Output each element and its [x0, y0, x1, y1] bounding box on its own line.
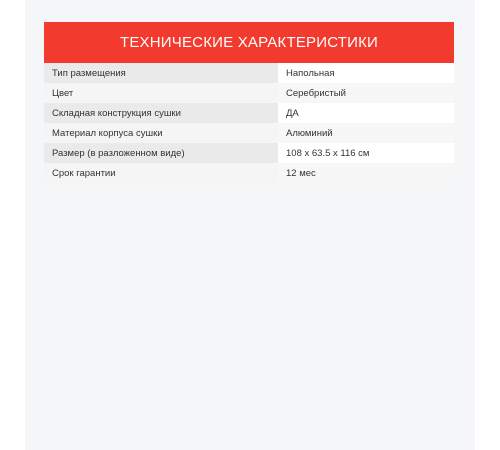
spec-label: Цвет	[44, 83, 278, 103]
specifications-panel	[44, 22, 454, 183]
spec-value: 12 мес	[278, 163, 454, 183]
spec-label: Материал корпуса сушки	[44, 123, 278, 143]
spec-label: Складная конструкция сушки	[44, 103, 278, 123]
spec-value: Серебристый	[278, 83, 454, 103]
specifications-table	[44, 63, 454, 183]
spec-value: 108 x 63.5 x 116 см	[278, 143, 454, 163]
table-row	[44, 143, 454, 163]
specifications-title: ТЕХНИЧЕСКИЕ ХАРАКТЕРИСТИКИ	[119, 34, 379, 51]
spec-value: ДА	[278, 103, 454, 123]
spec-label: Размер (в разложенном виде)	[44, 143, 278, 163]
table-row	[44, 103, 454, 123]
table-row	[44, 63, 454, 83]
spec-value: Напольная	[278, 63, 454, 83]
table-row	[44, 163, 454, 183]
spec-label: Срок гарантии	[44, 163, 278, 183]
table-row	[44, 83, 454, 103]
specifications-header	[44, 22, 454, 63]
spec-value: Алюминий	[278, 123, 454, 143]
page-background	[25, 0, 475, 450]
spec-label: Тип размещения	[44, 63, 278, 83]
table-row	[44, 123, 454, 143]
